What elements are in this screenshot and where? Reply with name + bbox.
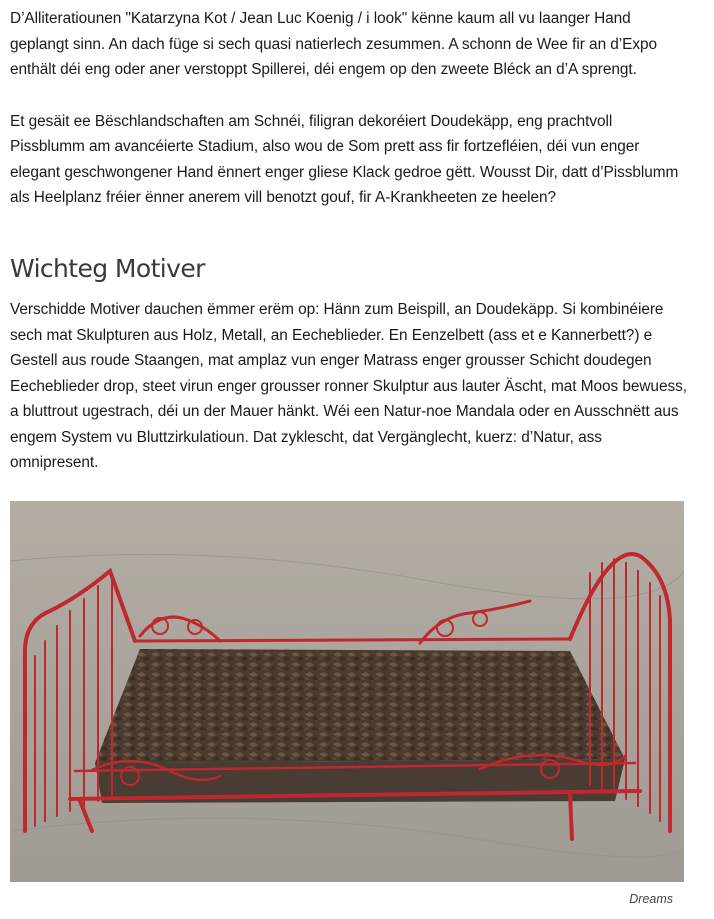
article-body — [10, 6, 690, 211]
paragraph-landscapes: Et gesäit ee Bëschlandschaften am Schnéi, filigran dekoréiert Doudekäpp, eng prachtvoll Pissblumm am avancéierte Stadium, also wou de Som prett ass fir fortzefléien, déi vun enger elegant geschwongener Hand ënnert enger gliese Klack gedroe gëtt. Wousst Dir, datt d’Pissblumm als Heelplanz fréier ënner anerem vill benotzt gouf, fir A-Krankheeten ze heelen? — [10, 112, 679, 206]
figure-caption: Dreams — [629, 892, 673, 906]
leaf-mattress — [95, 649, 625, 763]
section-heading: Wichteg Motiver — [10, 254, 205, 283]
paragraph-alliterations: D’Alliteratiounen "Katarzyna Kot / Jean Luc Koenig / i look" kënne kaum all vu laanger Hand geplangt sinn. An dach füge si sech quasi natierlech zesummen. A schonn de Wee fir an d’Expo enthält déi eng oder aner verstoppt Spillerei, déi engem op den zweete Bléck an d’A sprengt. — [10, 10, 658, 78]
paragraph-motiver: Verschidde Motiver dauchen ëmmer erëm op: Hänn zum Beispill, an Doudekäpp. Si kombinéiere sech mat Skulpturen aus Holz, Metall, an Eecheblieder. En Eenzelbett (ass et e Kannerbett?) e Gestell aus roude Staangen, mat amplaz vun enger Matrass enger grousser Schicht doudegen Eecheblieder drop, steet virun enger grousser ronner Skulptur aus lauter Äscht, mat Moos bewuess, a bluttrout ugestrach, déi un der Mauer hänkt. Wéi een Natur-noe Mandala oder en Ausschnëtt aus engem System vu Bluttzirkulatioun. Dat zyklescht, dat Vergänglecht, kuerz: d’Natur, ass omnipresent. — [10, 301, 687, 471]
bed-sculpture-image — [10, 501, 684, 882]
artwork-photo — [10, 501, 684, 882]
